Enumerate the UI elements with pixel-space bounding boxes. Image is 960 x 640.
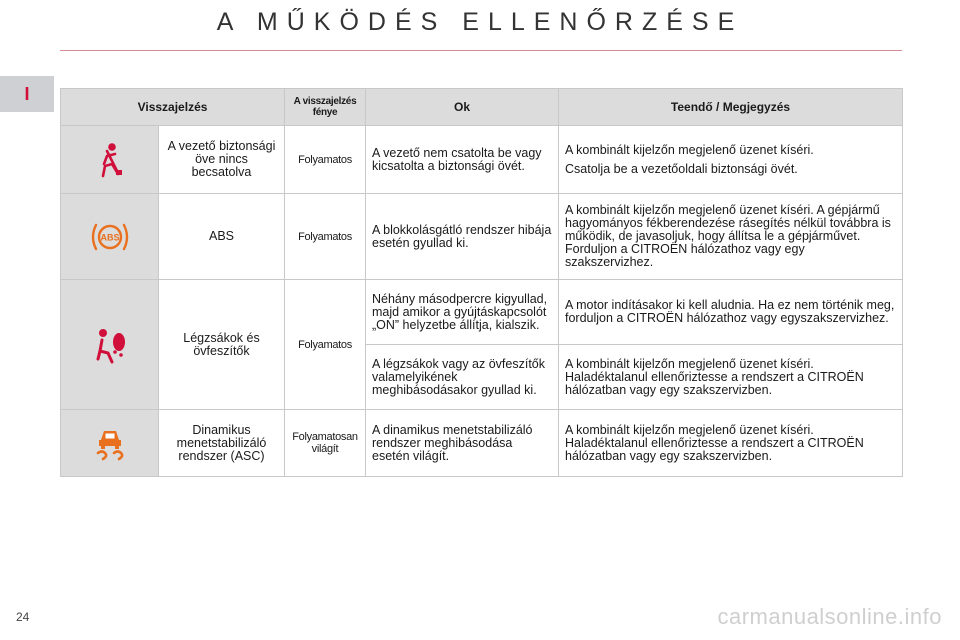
light-state: Folyamatos — [285, 126, 366, 194]
header-indicator: Visszajelzés — [61, 89, 285, 126]
table-row — [61, 410, 903, 477]
svg-text:ABS: ABS — [99, 232, 120, 242]
icon-cell — [61, 194, 159, 280]
cause-text: A vezető nem csatolta be vagy kicsatolta a biztonsági övét. — [366, 126, 559, 194]
icon-cell — [61, 410, 159, 477]
header-light: A visszajelzés fénye — [285, 89, 366, 126]
icon-cell — [61, 280, 159, 410]
header-action: Teendő / Megjegyzés — [559, 89, 903, 126]
title-divider — [60, 50, 902, 51]
table-row — [61, 126, 903, 194]
indicator-name: ABS — [159, 194, 285, 280]
action-text: A motor indításakor ki kell aludnia. Ha ez nem történik meg, forduljon a CITROËN hálózathoz vagy egyszakszervizhez. — [559, 280, 903, 345]
indicator-name: Légzsákok és övfeszítők — [159, 280, 285, 410]
action-text: Csatolja be a vezetőoldali biztonsági övét. — [565, 161, 798, 176]
abs-icon — [67, 219, 152, 255]
page-title: A MŰKÖDÉS ELLENŐRZÉSE — [216, 8, 744, 36]
chapter-tab[interactable]: I — [0, 76, 54, 112]
table-row — [61, 194, 903, 280]
cause-text: A blokkolásgátló rendszer hibája esetén gyullad ki. — [366, 194, 559, 280]
action-text: A kombinált kijelzőn megjelenő üzenet kíséri. A gépjármű hagyományos fékberendezése rásegítés nélkül továbbra is működik, de javasoljuk, hogy állítsa le a gépjárművet. Forduljon a CITROËN hálózathoz vagy egy szakszervizhez. — [559, 194, 903, 280]
cause-text: A dinamikus menetstabilizáló rendszer meghibásodása esetén világít. — [366, 410, 559, 477]
cause-text: A légzsákok vagy az övfeszítők valamelyikének meghibásodásakor gyullad ki. — [366, 345, 559, 410]
indicator-name: A vezető biztonsági öve nincs becsatolva — [159, 126, 285, 194]
light-state: Folyamatosan világít — [285, 410, 366, 477]
light-state: Folyamatos — [285, 280, 366, 410]
light-state: Folyamatos — [285, 194, 366, 280]
action-cell — [559, 126, 903, 194]
table-header-row — [61, 89, 903, 126]
watermark: carmanualsonline.info — [717, 604, 942, 629]
header-cause: Ok — [366, 89, 559, 126]
seatbelt-icon — [67, 140, 152, 180]
page-number: 24 — [16, 610, 30, 624]
action-text: A kombinált kijelzőn megjelenő üzenet kíséri. Haladéktalanul ellenőriztesse a rendszert a CITROËN hálózatban vagy egy szakszervizben. — [559, 410, 903, 477]
stability-control-icon — [67, 423, 152, 463]
indicator-name: Dinamikus menetstabilizáló rendszer (ASC) — [159, 410, 285, 477]
icon-cell — [61, 126, 159, 194]
airbag-icon — [67, 325, 152, 365]
warning-lights-table — [60, 88, 903, 477]
action-text: A kombinált kijelzőn megjelenő üzenet kíséri. — [565, 142, 814, 157]
cause-text: Néhány másodpercre kigyullad, majd amikor a gyújtáskapcsolót „ON” helyzetbe állítja, kialszik. — [366, 280, 559, 345]
action-text: A kombinált kijelzőn megjelenő üzenet kíséri. Haladéktalanul ellenőriztesse a rendszert a CITROËN hálózatban vagy egy szakszervizben. — [559, 345, 903, 410]
table-row — [61, 280, 903, 345]
